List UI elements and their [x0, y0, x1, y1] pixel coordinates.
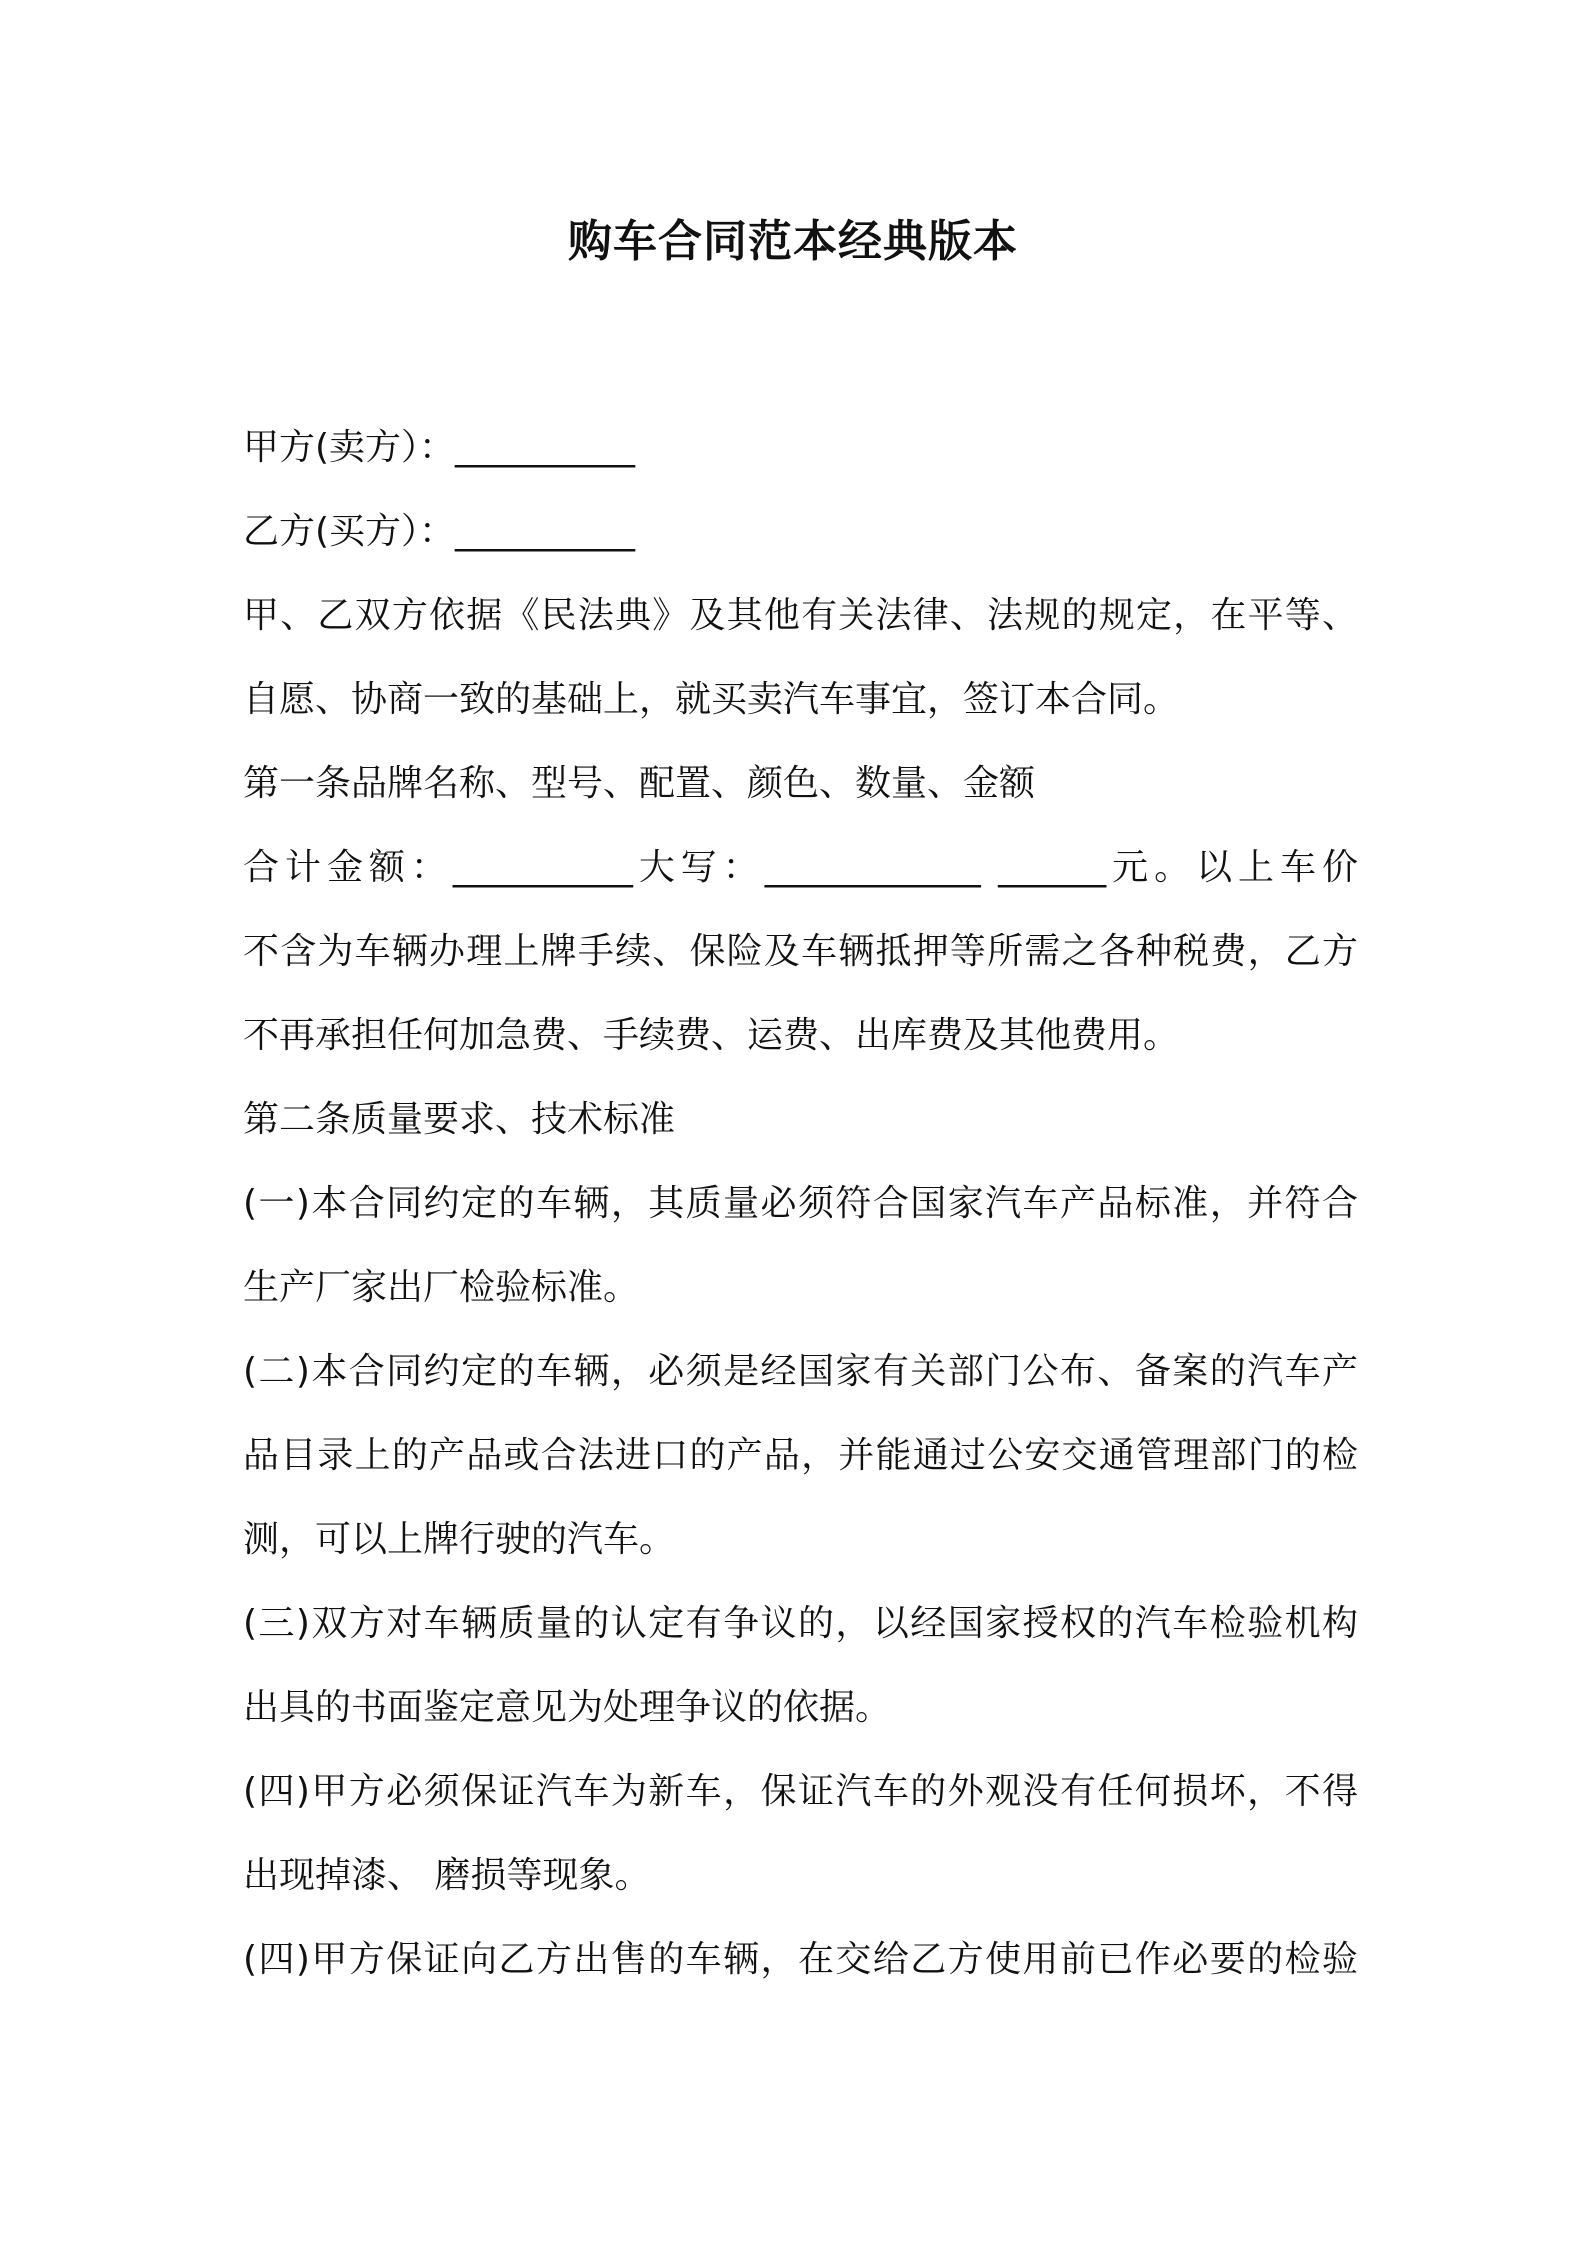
clause-2-line-3: 测，可以上牌行驶的汽车。: [243, 1519, 676, 1560]
document-title: 购车合同范本经典版本: [568, 216, 1018, 267]
price-note-line-1: 不含为车辆办理上牌手续、保险及车辆抵押等所需之各种税费，乙方: [243, 931, 1358, 972]
clause-4-line-2: 出现掉漆、 磨损等现象。: [243, 1855, 651, 1896]
price-note-line-2: 不再承担任何加急费、手续费、运费、出库费及其他费用。: [243, 1015, 1180, 1056]
total-amount-line: 合计金额：__________大写：____________ ______元。以上车价: [243, 847, 1358, 888]
clause-3-line-1: (三)双方对车辆质量的认定有争议的，以经国家授权的汽车检验机构: [243, 1603, 1358, 1644]
preamble-line-2: 自愿、协商一致的基础上，就买卖汽车事宜，签订本合同。: [243, 679, 1180, 720]
preamble-line-1: 甲、乙双方依据《民法典》及其他有关法律、法规的规定，在平等、: [243, 595, 1358, 636]
article-2-heading: 第二条质量要求、技术标准: [243, 1099, 676, 1140]
clause-4-line-1: (四)甲方必须保证汽车为新车，保证汽车的外观没有任何损坏，不得: [243, 1771, 1358, 1812]
clause-2-line-1: (二)本合同约定的车辆，必须是经国家有关部门公布、备案的汽车产: [243, 1351, 1358, 1392]
party-a-line: 甲方(卖方）：__________: [243, 427, 636, 468]
clause-4b-line-1: (四)甲方保证向乙方出售的车辆，在交给乙方使用前已作必要的检验: [243, 1939, 1358, 1980]
clause-1-line-2: 生产厂家出厂检验标准。: [243, 1267, 640, 1308]
article-1-heading: 第一条品牌名称、型号、配置、颜色、数量、金额: [243, 763, 1036, 804]
clause-2-line-2: 品目录上的产品或合法进口的产品，并能通过公安交通管理部门的检: [243, 1435, 1358, 1476]
contract-body: [243, 406, 1358, 2002]
party-b-line: 乙方(买方）：__________: [243, 511, 636, 552]
clause-3-line-2: 出具的书面鉴定意见为处理争议的依据。: [243, 1687, 892, 1728]
clause-1-line-1: (一)本合同约定的车辆，其质量必须符合国家汽车产品标准，并符合: [243, 1183, 1358, 1224]
